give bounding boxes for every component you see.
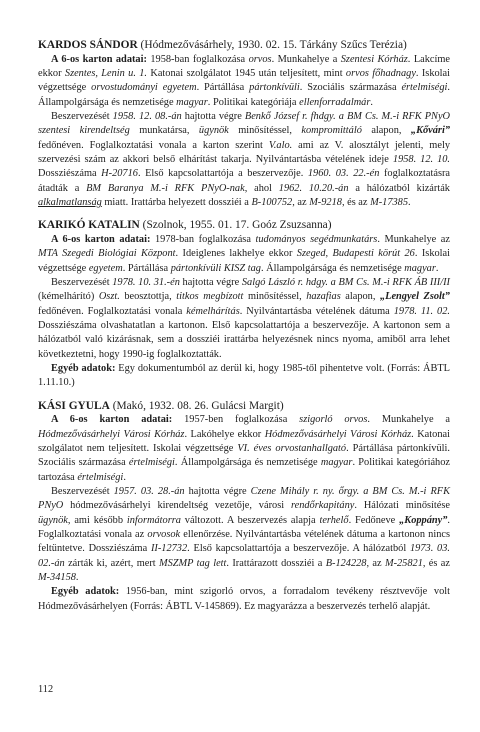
field-label: A 6-os karton adatai: [51,233,151,245]
italic-text: a BM Cs. M.-i RFK PNyO [38,486,450,512]
italic-text: kompromittáló [301,125,362,137]
italic-text: Szeged, Budapesti körút 26 [296,248,415,260]
text-run: Dossziészáma [38,168,102,180]
text-run: Egy dokumentumból az derül ki, hogy 1985-től pihentetve volt. (Forrás: ÁBTL 1.11.10.) [38,363,450,389]
entry [38,218,450,390]
italic-text: B-124228 [325,557,367,569]
text-run: . Munkahelye a [271,53,341,65]
text-run: hajtotta végre [179,277,242,288]
entry-paragraph [38,233,450,276]
italic-text: 1978. 11. 02. [393,305,450,317]
entry-paragraph [38,53,450,110]
text-run: . Politikai kategóriája [207,96,300,108]
text-run: . Állampolgársága és nemzetisége [38,82,450,108]
text-run: . Pártállása [196,82,250,94]
text-run: . Hálózati minősítése [354,500,450,512]
text-run: . Ideiglenes lakhelye ekkor [175,248,297,260]
page-number: 112 [38,684,54,695]
entry-paragraph [38,276,450,362]
codename-text: „Lengyel Zsolt” [379,291,450,303]
italic-text: pártonkívüli KISZ tag [170,262,261,274]
italic-text: ellenforradalmár [299,96,371,108]
italic-text: Oszt. [98,291,120,303]
text-run: . Katonai szolgálatot nem teljesített. Iskolai végzettsége [38,428,450,455]
text-run: , ami később [67,514,127,526]
text-run: foglalkoztatásra átadták a [38,168,451,194]
text-run: , az [366,557,385,569]
text-run: . Foglalkoztatási vonala az [38,514,450,541]
text-run: . Pártállása pártonkívüli. Szociális származása [38,443,450,469]
text-run: zárták ki, azért, mert [64,557,159,569]
entry-birth-info: (Hódmezővásárhely, 1930. 02. 15. Tárkány Szűcs Terézia) [140,39,407,51]
italic-text: H-20716 [101,168,138,180]
italic-text: rendőrkapitány [290,500,355,512]
text-run: a hálózatból kizárták [348,182,450,194]
text-run: hajtotta végre [184,486,251,498]
field-label: Egyéb adatok: [51,586,120,598]
entry-heading [38,399,450,414]
text-run: . Iskolai végzettsége [38,67,450,94]
italic-text: II-12732 [150,543,188,555]
text-run: . Első kapcsolattartója a beszervezője. [137,168,308,180]
entry-paragraph [38,413,450,485]
text-run: miatt. Irattárba helyezett dossziéi a [101,197,252,209]
text-run: . Állampolgársága és nemzetisége [174,457,321,469]
entry-name: KÁSI GYULA [38,399,110,412]
italic-text: tudományos segédmunkatárs [255,233,378,245]
italic-text: ügynök [38,514,68,526]
entry-heading [38,38,450,53]
italic-text: pártonkívüli [249,82,300,94]
italic-text: Szentes, Lenin u. 1. [64,67,148,79]
text-run: fedőnéven. Foglalkoztatási vonala [38,305,187,317]
entry-birth-info: (Szolnok, 1955. 01. 17. Goóz Zsuzsanna) [142,219,332,232]
italic-text: 1957. 03. 28.-án [113,486,185,498]
entry-birth-info: (Makó, 1932. 08. 26. Gulácsi Margit) [112,399,284,412]
text-run: . Politikai kategóriához tartozása [38,457,450,483]
text-run: , ahol [244,182,279,194]
text-run: Beszervezését [51,277,113,288]
entry-name: KARIKÓ KATALIN [38,219,140,232]
italic-text: M-17385 [370,197,409,209]
text-run: beosztottja, [119,291,177,303]
italic-text: orvos [248,53,272,65]
text-run: . [123,471,126,483]
italic-text: értelmiségi [128,457,175,469]
entry [38,399,450,614]
italic-text: M-25821 [384,557,423,569]
text-run: , és az [341,197,371,209]
text-run: . [435,262,439,274]
text-run: , és az [422,557,450,569]
italic-text: orvos főhadnagy [345,67,416,79]
underlined-text: alkalmatlanság [38,197,102,209]
field-label: Egyéb adatok: [51,363,116,375]
italic-text: egyetem [88,262,123,274]
text-run: , az [292,197,310,209]
text-run: . Munkahelye a [367,414,450,426]
italic-text: 1962. 10.20.-án [278,182,349,194]
text-run: . Nyilvántartásba vételének dátuma [239,305,394,317]
text-run: . Lakcíme ekkor [38,53,450,79]
text-run: Beszervezését [51,486,114,498]
text-run: Katonai szolgálatot 1945 után teljesített, mint [147,67,346,79]
text-run: . Fedőneve [348,514,400,526]
text-run: . Állampolgársága és nemzetisége [260,262,405,274]
italic-text: ügynök [198,125,229,137]
text-run: hajtotta végre [181,110,245,122]
italic-text: Hódmezővásárhelyi Városi Kórház [38,428,185,440]
text-run: . Lakóhelye ekkor [184,428,265,440]
italic-text: MSZMP tag lett [159,557,227,569]
text-run: fedőnéven. Foglalkoztatási vonala a karton szerint [38,139,269,151]
text-run: . Pártállása [122,262,171,274]
entry-paragraph [38,110,450,210]
italic-text: Salgó László r. hdgy. [241,277,328,288]
italic-text: szigorló orvos [299,414,368,426]
text-run: ami az V. alosztályt jelenti, mely szervezési szám az akkori belső elhárítást takarja. Nyilvántartásba vételének ideje [38,139,450,165]
italic-text: hazafias [306,291,341,303]
italic-text: 1958. 12. 10. [392,154,450,165]
italic-text: Benkő József r. fhdgy. [244,110,336,122]
italic-text: 1978. 10. 31.-én [112,277,180,288]
text-run: munkatársa, [129,125,199,137]
italic-text: MTA Szegedi Biológiai Központ [38,248,176,260]
text-run: Dossziészáma olvashatatlan a kartonon. Első kapcsolattartója a beszervezője. A kartonon sem a hálózatból való kizárásnak, sem a dossziéi irattárba helyezésnek nincs nyoma, amiből arra lehet következtetni, hogy 1990-ig foglalkoztatták. [38,320,450,360]
text-run: 1958-ban foglalkozása [146,53,249,65]
italic-text: 1960. 03. 22.-én [307,168,380,180]
text-run: . [408,197,411,209]
italic-text: Szentesi Kórház [340,53,408,65]
text-run: . Irattárazott dossziéi a [226,557,326,569]
text-run: . [75,572,79,584]
italic-text: titkos megbízott [176,291,244,303]
italic-text: Hódmezővásárhelyi Városi Kórház [264,428,412,440]
field-label: A 6-os karton adatai: [51,414,173,426]
italic-text: Czene Mihály r. ny. őrgy. [250,486,360,498]
text-run: alapon, [340,291,380,303]
text-run: . Iskolai végzettsége [38,248,450,274]
italic-text: VI. éves orvostanhallgató [237,443,347,455]
text-run: 1978-ban foglalkozása [150,233,256,245]
codename-text: „Koppány” [399,514,448,526]
italic-text: értelmiségi [77,471,124,483]
entry-paragraph [38,485,450,585]
italic-text: magyar [176,96,208,108]
italic-text: BM Baranya M.-i RFK PNyO-nak [86,182,245,194]
text-run: . Szociális származása [299,82,402,94]
text-run: minősítéssel, [243,291,307,303]
italic-text: magyar [404,262,436,274]
italic-text: B-100752 [251,197,293,209]
entry-paragraph [38,362,450,391]
text-run: alapon, [361,125,411,137]
field-label: A 6-os karton adatai: [51,53,147,65]
italic-text: a BM Cs. M.-i RFK ÁB III/II [330,277,450,288]
text-run: ellenőrzése. Nyilvántartásba vételének dátuma a kartonon nincs feltüntetve. Dossziészáma [38,529,450,555]
text-run: . [370,96,373,108]
italic-text: 1973. 03. 02.-án [38,543,450,569]
entry-name: KARDOS SÁNDOR [38,39,138,51]
text-run: (kémelhárító) [38,291,99,303]
italic-text: M-9218 [309,197,342,209]
italic-text: terhelő [319,514,349,526]
italic-text: értelmiségi [401,82,448,94]
italic-text: 1958. 12. 08.-án [112,110,182,122]
text-run: minősítéssel, [228,125,302,137]
italic-text: informátorra [126,514,181,526]
italic-text: orvostudományi egyetem [91,82,197,94]
text-run: 1957-ben foglalkozása [172,414,300,426]
text-run: . Első kapcsolattartója a beszervezője. A hálózatból [187,543,410,555]
italic-text: M-34158 [38,572,76,584]
italic-text: kémelhárítás [186,305,240,317]
text-run: . Munkahelye az [377,233,450,245]
text-run: 1956-ban, mint szigorló orvos, a forradalom tevékeny résztvevője volt Hódmezővásárhelyen (Forrás: ÁBTL V-145869). Ez magyarázza a beszervezés terhelő alapját. [38,586,450,612]
italic-text: magyar [320,457,353,469]
text-column [38,38,450,614]
italic-text: a BM Cs. M.-i RFK PNyO szentesi kirendeltség [38,110,451,137]
italic-text: V.alo. [268,139,293,151]
entry-heading [38,218,450,233]
entry-paragraph [38,585,450,614]
entry [38,38,450,210]
text-run: hódmezővásárhelyi kirendeltség vezetője, városi [63,500,291,512]
text-run: Beszervezését [51,110,113,122]
codename-text: „Kővári” [410,125,450,137]
text-run: változott. A beszervezés alapja [180,514,320,526]
italic-text: orvosok [147,529,181,541]
